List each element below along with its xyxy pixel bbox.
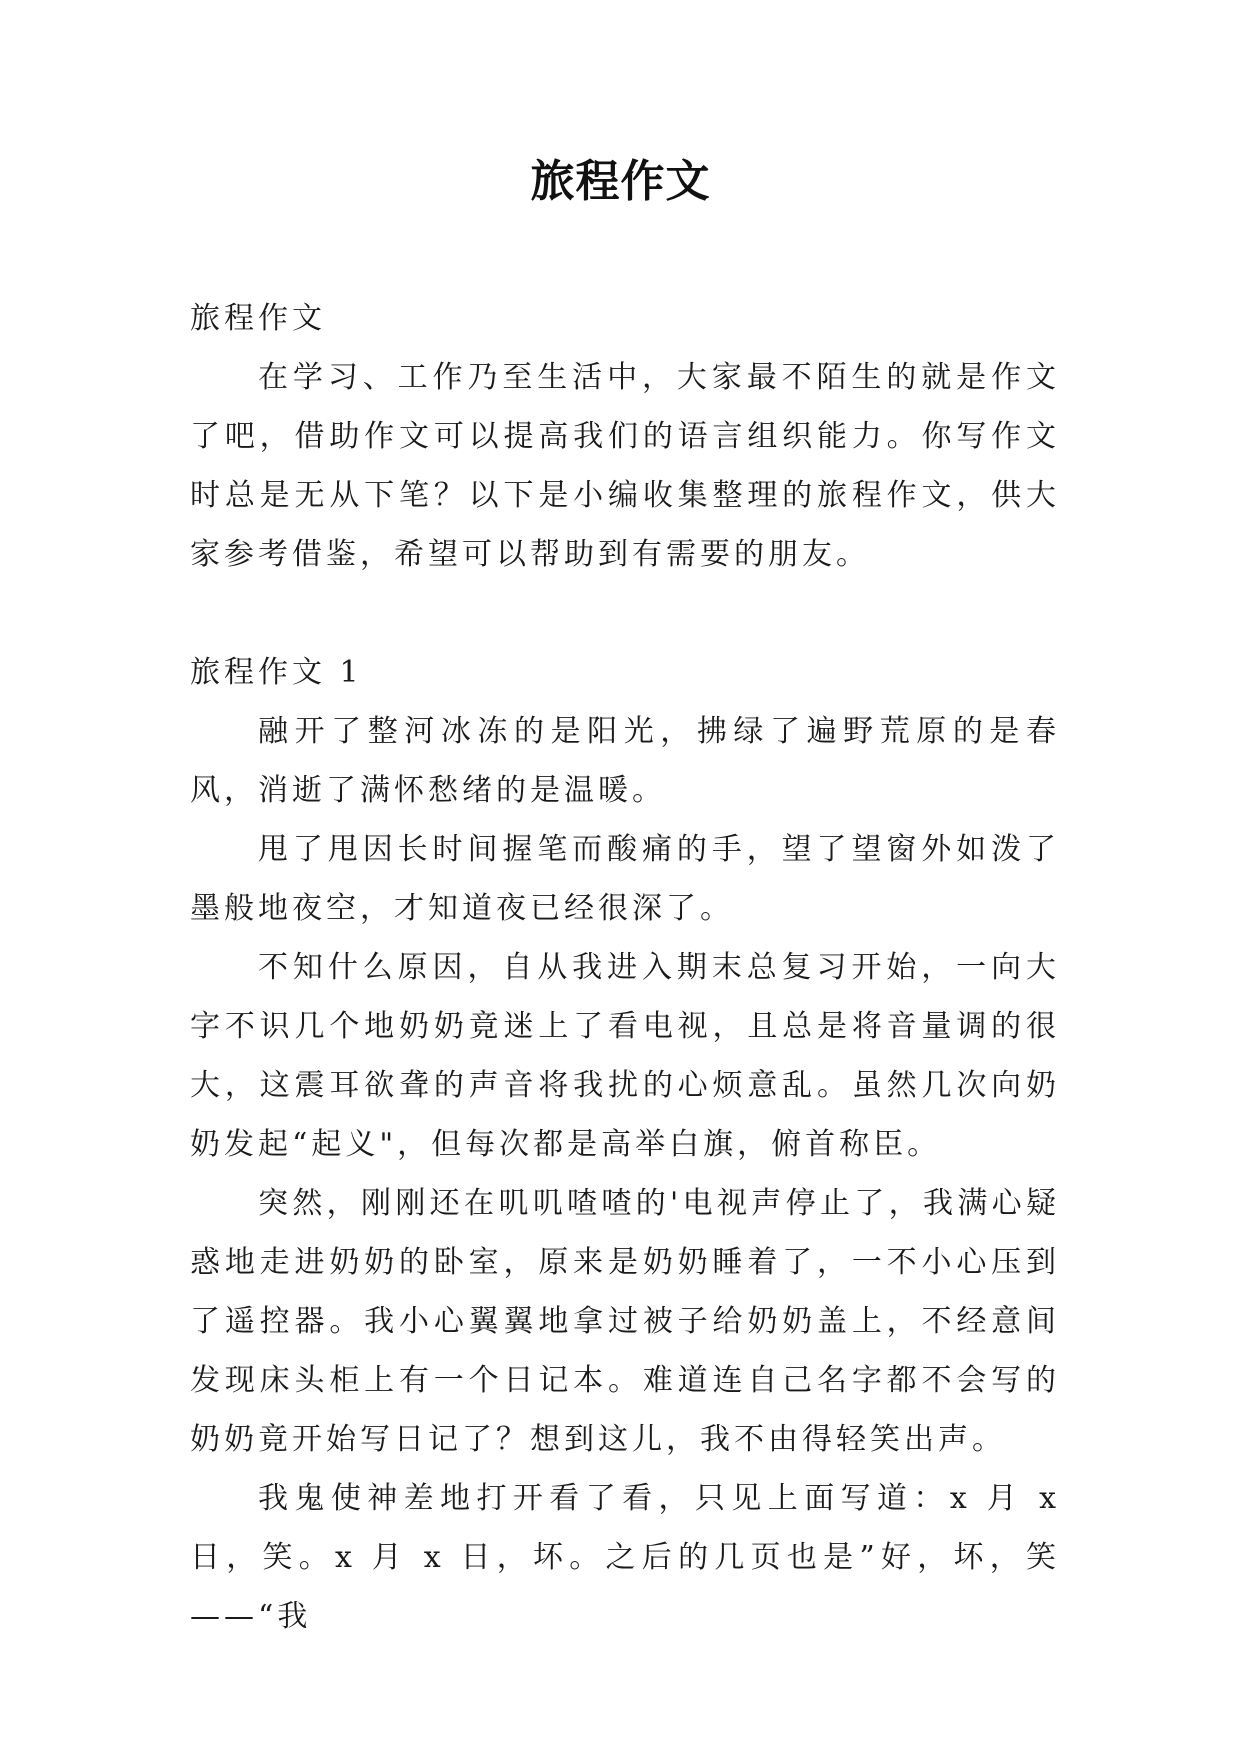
essay1-paragraph: 甩了甩因长时间握笔而酸痛的手，望了望窗外如泼了墨般地夜空，才知道夜已经很深了。	[190, 832, 1060, 926]
intro-paragraph: 在学习、工作乃至生活中，大家最不陌生的就是作文了吧，借助作文可以提高我们的语言组织能力。你写作文时总是无从下笔？以下是小编收集整理的旅程作文，供大家参考借鉴，希望可以帮助到有需要的朋友。	[190, 360, 1060, 572]
document-title: 旅程作文	[530, 156, 711, 207]
essay1-heading: 旅程作文 1	[190, 655, 363, 690]
document-body	[190, 289, 1060, 1646]
essay1-paragraph: 不知什么原因，自从我进入期末总复习开始，一向大字不识几个地奶奶竟迷上了看电视，且总是将音量调的很大，这震耳欲聋的声音将我扰的心烦意乱。虽然几次向奶奶发起“起义"，但每次都是高举白旗，俯首称臣。	[190, 950, 1060, 1162]
intro-heading: 旅程作文	[190, 301, 326, 336]
section-spacer	[190, 584, 1060, 643]
essay1-paragraph: 突然，刚刚还在叽叽喳喳的'电视声停止了，我满心疑惑地走进奶奶的卧室，原来是奶奶睡着了，一不小心压到了遥控器。我小心翼翼地拿过被子给奶奶盖上，不经意间发现床头柜上有一个日记本。难道连自己名字都不会写的奶奶竟开始写日记了？想到这儿，我不由得轻笑出声。	[190, 1186, 1060, 1457]
essay1-paragraph: 我鬼使神差地打开看了看，只见上面写道：x 月 x 日，笑。x 月 x 日，坏。之后的几页也是”好，坏，笑——“我	[190, 1481, 1060, 1634]
essay1-paragraph: 融开了整河冰冻的是阳光，拂绿了遍野荒原的是春风，消逝了满怀愁绪的是温暖。	[190, 714, 1060, 808]
